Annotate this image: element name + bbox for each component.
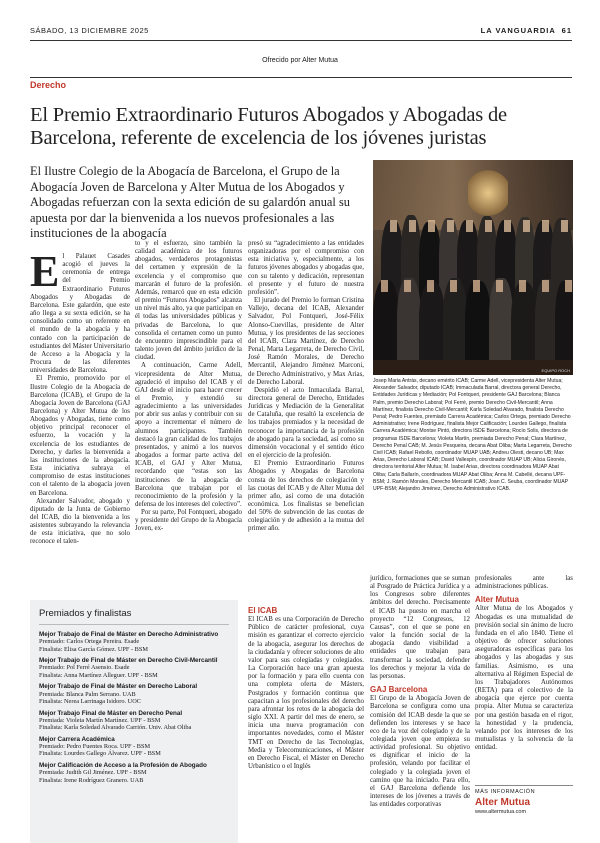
category-heading: Mejor Trabajo de Final de Máster en Derecho Civil-Mercantil: [39, 657, 218, 665]
body-paragraph: to y el esfuerzo, sino también la calidad académica de los futuros abogados, verdaderos protagonistas del certamen y expresión de la excelencia y el compromiso que marcarán el futuro de la profesión. Además, remarcó que en esta edición el premio “Futuros Abogados” alcanza un nivel más alto, ya que participan en él todas las universidades públicas y privadas de Barcelona, lo que consolida el certamen como un punto de encuentro imprescindible para el talento joven del ámbito jurídico de la ciudad.: [135, 240, 242, 362]
category-heading: Mejor Calificación de Acceso a la Profesión de Abogado: [39, 761, 207, 769]
page-number: 61: [561, 26, 572, 35]
body-paragraph: El Palauet Casades acogió el jueves la ceremonia de entrega del Premio Extraordinario Futuros Abogados y Abogadas de Barcelona. Este galardón, que este año llega a su sexta edición, se ha consolidado como un referente en el mundo de la abogacía y ha contado con la participación de estudiantes del Máster Universitario de Acceso a la Abogacía y la Procura de las diferentes universidades de Barcelona.: [30, 247, 130, 375]
newspaper-name: LA VANGUARDIA 61: [480, 26, 572, 35]
winner-category: [39, 631, 229, 653]
winner-line: Premiada: Violeta Martín Martínez. UPF - BSM: [39, 716, 161, 724]
body-paragraph: Por su parte, Pol Fontqueri, abogado y presidente del Grupo de la Abogacía Joven, ex-: [135, 509, 242, 533]
more-info-box: [475, 785, 573, 815]
body-column-4: [248, 605, 364, 771]
winner-category: [39, 736, 229, 758]
body-column-1: [30, 247, 130, 547]
body-paragraph: El Premio Extraordinario Futuros Abogados y Abogadas de Barcelona consta de los derechos de colegiación y las cuotas del ICAB y de Alter Mutua del primer año, así como de una dotación económica. Los finalistas se benefician del 50% de subvención de las cuotas de colegiación y de adhesión a la mutua del primer año.: [248, 460, 364, 533]
category-heading: Mejor Trabajo Final de Máster en Derecho Penal: [39, 709, 183, 717]
headline: El Premio Extraordinario Futuros Abogados y Abogadas de Barcelona, referente de excelencia de los jóvenes juristas: [30, 104, 507, 149]
body-paragraph: El jurado del Premio lo forman Cristina Vallejo, decana del ICAB, Alexander Salvador, Pol Fontqueri, José-Félix Alonso-Cuevillas, presidente de Alter Mutua, y los presidentes de las secciones del ICAB, Clara Martínez, de Derecho Penal, Marta Legarreta, de Derecho Civil, José Ramón Morales, de Derecho Mercantil, Alejandro Jiménez Marconi, de Derecho Administrativo, y Max Arias, de Derecho Laboral.: [248, 297, 364, 386]
finalist-line: Finalista: Anna Martínez Alleguer. UPF - BSM: [39, 671, 158, 679]
body-column-2: [135, 240, 242, 534]
winner-line: Premiada: Judith Gil Jiménez. UPF - BSM: [39, 769, 147, 777]
winner-line: Premiado: Pol Ferré Asensio. Esade: [39, 664, 130, 672]
more-info-label: MÁS INFORMACIÓN: [475, 789, 536, 795]
body-paragraph: El Grupo de la Abogacía Joven de Barcelona se configura como una comisión del ICAB desde la que se defienden los intereses y se hace eco de la voz del colegiado y de la colegiada joven que empieza su actividad profesional. Su objetivo es dignificar el inicio de la profesión, velando por facilitar el colegiado y la colegiada joven el camino que ha iniciado. Para ello, el GAJ Barcelona defiende los intereses de los jóvenes a través de las entidades corporativas: [370, 695, 470, 809]
body-column-3: [248, 240, 364, 534]
finalist-line: Finalista: Karla Soledad Alvarado Carrión. Univ. Abat Oliba: [39, 724, 192, 732]
body-paragraph: A continuación, Carme Adell, vicepresidenta de Alter Mutua, agradeció el impulso del ICAB y el GAJ desde el inicio para hacer crecer el Premio, y extendió su agradecimiento a las universidades por abrir sus aulas y contribuir con su apoyo a incrementar el número de alumnos participantes. También destacó la gran calidad de los trabajos presentados, y animó a los nuevos abogados a formar parte activa del ICAB, el GAJ y Alter Mutua, recordando que “estas son las instituciones de la abogacía de Barcelona que trabajan por el reconocimiento de la profesión y la defensa de los intereses del colectivo”.: [135, 362, 242, 508]
body-paragraph: El Premio, promovido por el Ilustre Colegio de la Abogacía de Barcelona (ICAB), el Grupo de la Abogacía Joven de Barcelona (GAJ Barcelona) y Alter Mutua de los Abogados y Abogadas, tiene como objetivo principal reconocer el esfuerzo, la vocación y la excelencia de los estudiantes de Derecho, y darles la bienvenida a las instituciones de la abogacía. Esta iniciativa subraya el compromiso de estas instituciones con el talento de la abogacía joven en Barcelona.: [30, 375, 130, 497]
winner-category: [39, 710, 229, 732]
winner-line: Premiado: Pedro Fuentes Roca. UPF - BSM: [39, 743, 151, 751]
gaj-heading: GAJ Barcelona: [370, 685, 428, 695]
body-column-6: [475, 575, 573, 752]
page-header: [30, 26, 572, 38]
photo-credit: EQUIPO ROCH: [541, 368, 570, 373]
website-link[interactable]: www.altermutua.com: [475, 809, 527, 815]
finalist-line: Finalista: Irene Rodríguez Granero. UAB: [39, 776, 144, 784]
finalist-line: Finalista: Lourdes Gallego Álvarez. UPF - BSM: [39, 750, 161, 758]
body-column-5: [370, 575, 470, 809]
winner-line: Premiado: Carlos Ortega Pereira. Esade: [39, 638, 140, 646]
winner-category: [39, 683, 229, 705]
lead-paragraph: El Ilustre Colegio de la Abogacía de Barcelona, el Grupo de la Abogacía Joven de Barcelona y Alter Mutua de los Abogados y Abogadas refuerzan con la sexta edición de su galardón anual su apuesta por dar la bienvenida a los nuevos profesionales a las instituciones de la abogacía: [30, 164, 350, 241]
body-paragraph: Alexander Salvador, abogado y diputado de la Junta de Gobierno del ICAB, dio la bienvenida a los asistentes subrayando la relevancia de esta iniciativa, que no solo reconoce el talen-: [30, 497, 130, 546]
body-paragraph: El ICAB es una Corporación de Derecho Público de carácter profesional, cuya misión es garantizar el correcto ejercicio de la abogacía, asegurar los derechos de la ciudadanía y ofrecer soluciones de alto valor para sus colegiadas y colegiados. La Corporación hace una gran apuesta por la formación y para ello cuenta con una completa oferta de Másters, Postgrados y formación continua que capacitan a los profesionales del derecho para afrontar los retos de la abogacía del siglo XXI. A partir del mes de enero, se inicia una nueva programación con importantes novedades, como el Máster TMT en Derecho de las Tecnologías, Media y Telecomunicaciones, el Máster en Derecho Fiscal, el Máster en Derecho Urbanístico o el Inglés: [248, 616, 364, 770]
brand-logo: Alter Mutua: [475, 797, 530, 808]
header-rule: [30, 40, 572, 41]
category-heading: Mejor Trabajo de Final de Máster en Derecho Laboral: [39, 683, 198, 691]
group-photo: [373, 160, 573, 375]
body-paragraph: presó su “agradecimiento a las entidades organizadoras por el compromiso con esta iniciativa y, especialmente, a los futuros jóvenes abogados y abogadas que, con su talento y dedicación, representan el presente y el futuro de nuestra profesión”.: [248, 240, 364, 296]
drop-cap: E: [30, 247, 60, 296]
body-paragraph: Despidió el acto Inmaculada Barral, directora general de Derecho, Entidades Jurídicas y Mediación de la Generalitat de Cataluña, que resaltó la excelencia de los trabajos premiados y la necesidad de reconocer la importancia de la profesión de abogado para la sociedad, así como su dimensión vocacional y el sentido ético en el ejercicio de la profesión.: [248, 386, 364, 460]
section-label: Derecho: [30, 77, 572, 90]
finalist-line: Finalista: Elisa García Gómez. UPF - BSM: [39, 645, 148, 653]
body-paragraph: jurídico, formaciones que se suman al Posgrado de Práctica Jurídica y a los Congresos sobre diferentes ámbitos del derecho. Precisamente el ICAB ha puesto en marcha el proyecto “12 Congresos, 12 Causas”, con el que se pone en valor la función social de la abogacía dando visibilidad a entidades que trabajan para transformar la sociedad, defender los derechos y mejorar la vida de las personas.: [370, 575, 470, 680]
finalist-line: Finalista: Nerea Larrinaga Isidoro. UOC: [39, 697, 141, 705]
body-paragraph: profesionales ante las administraciones públicas.: [475, 575, 573, 591]
winner-line: Premiada: Blanca Palm Serrano. UAB: [39, 690, 136, 698]
issue-date: SÁBADO, 13 DICIEMBRE 2025: [30, 26, 149, 35]
winners-box: [30, 600, 238, 843]
winners-list: [30, 625, 238, 784]
photo-caption: Josep Maria Antràs, decano emérito ICAB; Carme Adell, vicepresidenta Alter Mutua; Alexander Salvador, diputado ICAB; Immaculada Barral, directora general Derecho, Entidades Jurídicas y Mediación; Pol Fontqueri, presidente GAJ Barcelona; Blanca Palm, premio Derecho Laboral; Pol Ferré, premio Derecho Civil-Mercantil; Anna Martínez, finalista Derecho Civil-Mercantil; Karla Soledad Alvarado, finalista Derecho Penal; Pedro Fuentes, premiado Carrera Académica; Carlos Ortega, premiado Derecho Administrativo; Irene Rodríguez, finalista Mejor Calificación; Lourdes Gallego, finalista Carrera Académica; Montse Pintó, directora ISDE Barcelona; Rocío Solis, directora de programas ISDE Barcelona; Violeta Martín, premiada Derecho Penal; Clara Martínez, Derecho Penal CAB; M. Jesús Pesqueira, decana Abat Oliba; Marta Legarreta, Derecho Civil ICAB; Rafael Rebollo, coordinador MUAP UAB; Andreu Olesti, decano UB; Max Arias, Derecho Laboral ICAB; David Vallespín, coordinador MUAP UB; Alicia Gironès, directora territorial Alter Mutua; M. Isabel Arias, directora coordinadora MUAP Abat Oliba; Carla Ballarín, coordinadora MUAP Abat Oliba; Anna M. Cabellé, decana UPF-BSM; J. Ramón Morales, Derecho Mercantil ICAB; Joan C. Seuba, coordinador MUAP UPF-BSM; Alejandro Jiménez, Derecho Administrativo ICAB.: [373, 378, 572, 493]
category-heading: Mejor Trabajo de Final de Máster en Derecho Administrativo: [39, 631, 219, 638]
icab-heading: El ICAB: [248, 606, 278, 615]
body-paragraph: Alter Mutua de los Abogados y Abogadas es una mutualidad de previsión social sin ánimo de lucro fundada en el año 1840. Tiene el objetivo de ofrecer soluciones aseguradoras específicas para los abogados y las abogadas y sus familias. Asimismo, es una alternativa al Régimen Especial de los Trabajadores Autónomos (RETA) para el colectivo de la abogacía que ejerce por cuenta propia. Alter Mutua se caracteriza por una gestión basada en el rigor, la honestidad y la prudencia, velando por los intereses de los mutualistas y la solvencia de la entidad.: [475, 605, 573, 752]
winner-category: [39, 762, 229, 784]
alter-mutua-heading: Alter Mutua: [475, 595, 519, 605]
sponsor-line: Ofrecido por Alter Mutua: [262, 57, 338, 64]
winner-category: [39, 657, 229, 679]
category-heading: Mejor Carrera Académica: [39, 735, 115, 743]
winners-title: Premiados y finalistas: [39, 608, 132, 619]
